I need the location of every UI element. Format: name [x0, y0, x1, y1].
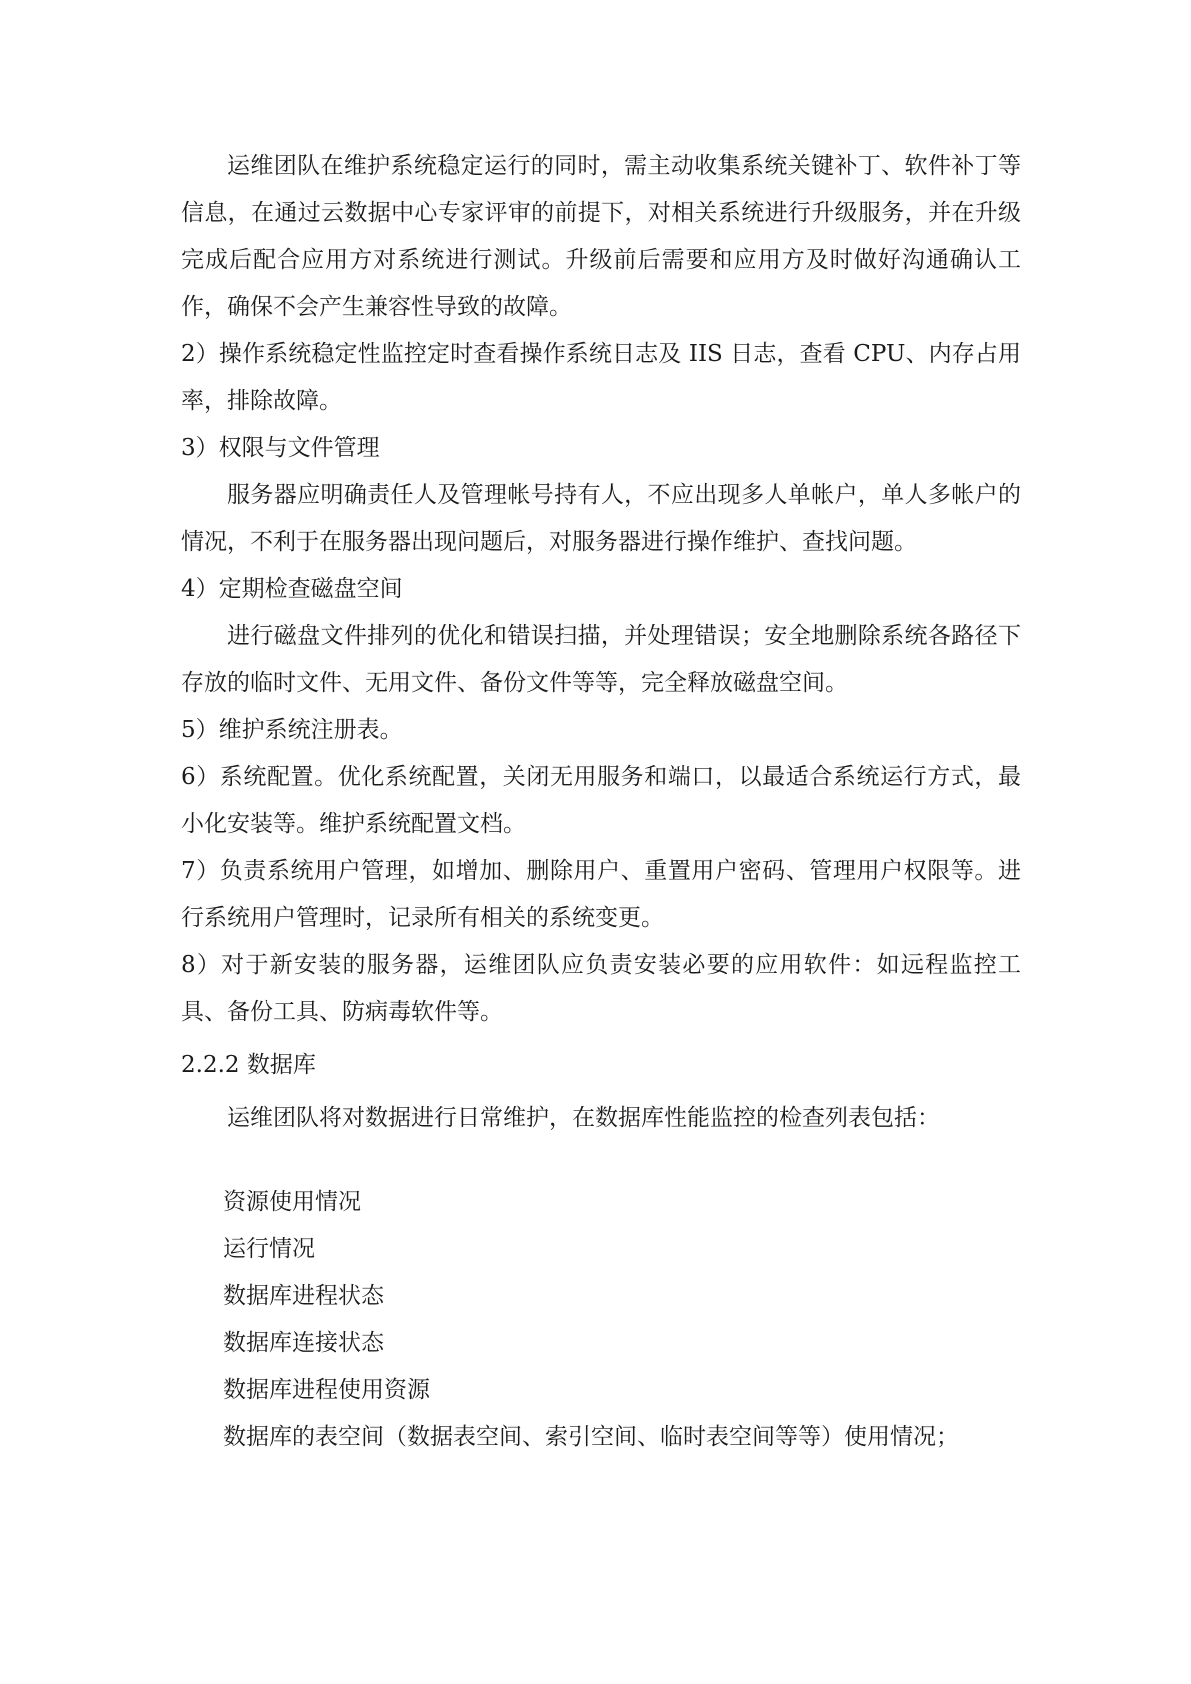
checklist-item: 资源使用情况 — [223, 1189, 361, 1215]
document-body — [181, 143, 1021, 1461]
list-item-disk-space: 4）定期检查磁盘空间 — [181, 576, 403, 602]
checklist-item: 数据库连接状态 — [223, 1330, 384, 1356]
checklist-item: 运行情况 — [223, 1236, 315, 1262]
paragraph-disk-space: 进行磁盘文件排列的优化和错误扫描，并处理错误；安全地删除系统各路径下存放的临时文件、无用文件、备份文件等等，完全释放磁盘空间。 — [181, 623, 1021, 696]
list-item-os-monitoring: 2）操作系统稳定性监控定时查看操作系统日志及 IIS 日志，查看 CPU、内存占用率，排除故障。 — [181, 341, 1021, 414]
paragraph-permissions: 服务器应明确责任人及管理帐号持有人，不应出现多人单帐户，单人多帐户的情况，不利于在服务器出现问题后，对服务器进行操作维护、查找问题。 — [181, 482, 1021, 555]
list-item-new-server-software: 8）对于新安装的服务器，运维团队应负责安装必要的应用软件：如远程监控工具、备份工具、防病毒软件等。 — [181, 952, 1021, 1025]
list-item-permissions: 3）权限与文件管理 — [181, 435, 380, 461]
checklist-item: 数据库的表空间（数据表空间、索引空间、临时表空间等等）使用情况； — [223, 1424, 959, 1450]
list-item-registry: 5）维护系统注册表。 — [181, 717, 403, 743]
list-item-system-config: 6）系统配置。优化系统配置，关闭无用服务和端口，以最适合系统运行方式，最小化安装等。维护系统配置文档。 — [181, 764, 1021, 837]
checklist-item: 数据库进程使用资源 — [223, 1377, 430, 1403]
list-item-user-management: 7）负责系统用户管理，如增加、删除用户、重置用户密码、管理用户权限等。进行系统用户管理时，记录所有相关的系统变更。 — [181, 858, 1021, 931]
section-intro: 运维团队将对数据进行日常维护，在数据库性能监控的检查列表包括： — [227, 1105, 940, 1131]
checklist-item: 数据库进程状态 — [223, 1283, 384, 1309]
paragraph-upgrade-patches: 运维团队在维护系统稳定运行的同时，需主动收集系统关键补丁、软件补丁等信息，在通过云数据中心专家评审的前提下，对相关系统进行升级服务，并在升级完成后配合应用方对系统进行测试。升级前后需要和应用方及时做好沟通确认工作，确保不会产生兼容性导致的故障。 — [181, 153, 1021, 320]
section-heading: 2.2.2 数据库 — [181, 1052, 316, 1078]
checklist — [181, 1179, 1021, 1461]
